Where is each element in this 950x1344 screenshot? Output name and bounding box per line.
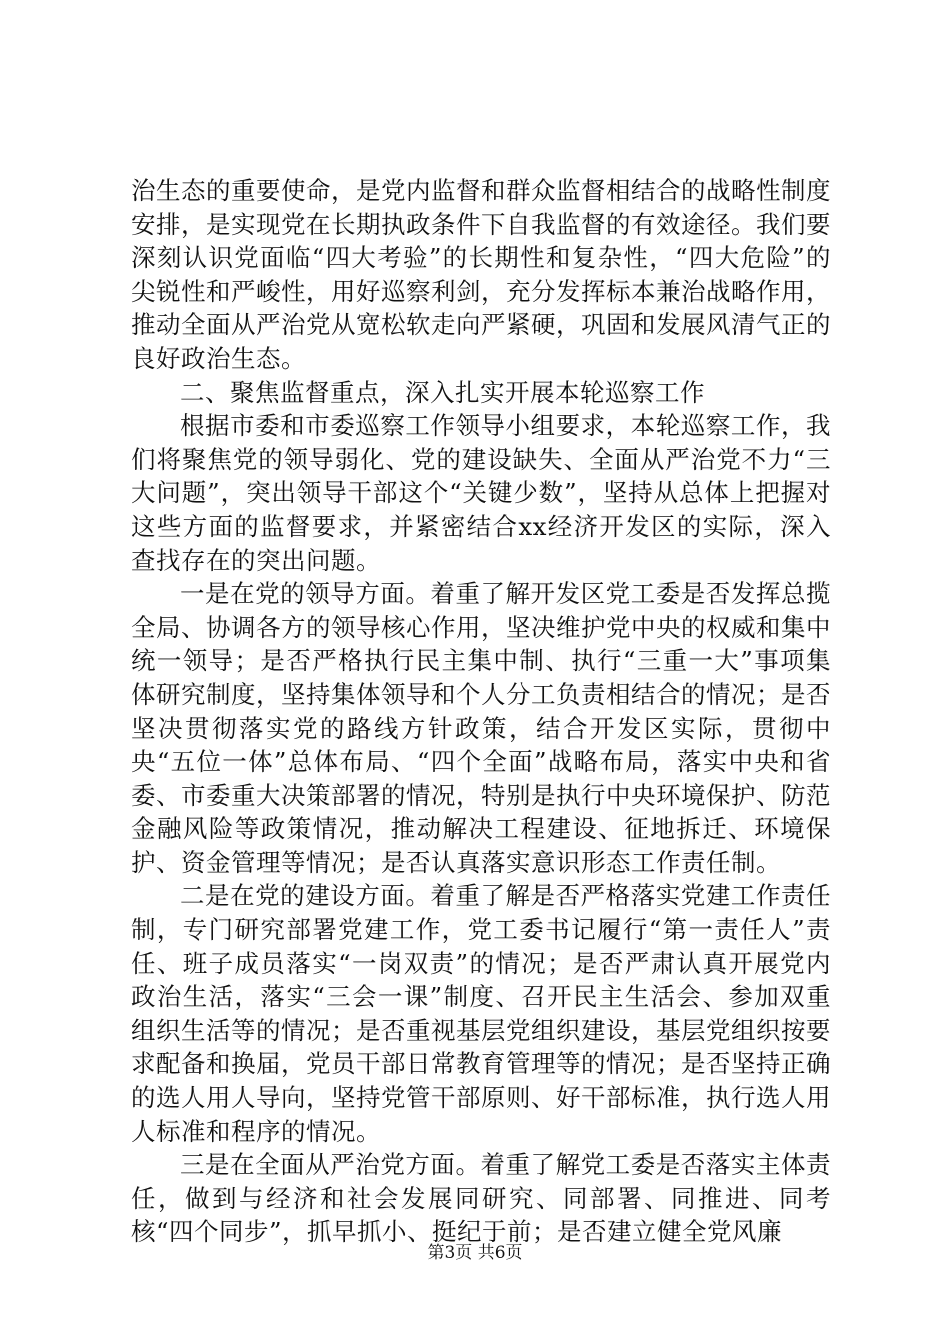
paragraph-party-leadership: 一是在党的领导方面。着重了解开发区党工委是否发挥总揽全局、协调各方的领导核心作用，坚决维护党中央的权威和集中统一领导；是否严格执行民主集中制、执行“三重一大”事项集体研究制度，坚持集体领导和个人分工负责相结合的情况；是否坚决贯彻落实党的路线方针政策，结合开发区实际，贯彻中央“五位一体”总体布局、“四个全面”战略布局，落实中央和省委、市委重大决策部署的情况，特别是执行中央环境保护、防范金融风险等政策情况，推动解决工程建设、征地拆迁、环境保护、资金管理等情况；是否认真落实意识形态工作责任制。 bbox=[131, 579, 831, 877]
paragraph-strict-governance: 三是在全面从严治党方面。着重了解党工委是否落实主体责任，做到与经济和社会发展同研究、同部署、同推进、同考核“四个同步”，抓早抓小、挺纪于前；是否建立健全党风廉 bbox=[131, 1150, 831, 1247]
section-heading: 二、聚焦监督重点，深入扎实开展本轮巡察工作 bbox=[180, 377, 705, 407]
page-number-footer: 第3页 共6页 bbox=[427, 1243, 523, 1263]
document-body bbox=[131, 174, 831, 1249]
paragraph-intro: 根据市委和市委巡察工作领导小组要求，本轮巡察工作，我们将聚焦党的领导弱化、党的建设缺失、全面从严治党不力“三大问题”，突出领导干部这个“关键少数”，坚持从总体上把握对这些方面的监督要求，并紧密结合xx经济开发区的实际，深入查找存在的突出问题。 bbox=[131, 411, 831, 575]
paragraph-continuation: 治生态的重要使命，是党内监督和群众监督相结合的战略性制度安排，是实现党在长期执政条件下自我监督的有效途径。我们要深刻认识党面临“四大考验”的长期性和复杂性，“四大危险”的尖锐性和严峻性，用好巡察利剑，充分发挥标本兼治战略作用，推动全面从严治党从宽松软走向严紧硬，巩固和发展风清气正的良好政治生态。 bbox=[131, 176, 831, 373]
paragraph-party-building: 二是在党的建设方面。着重了解是否严格落实党建工作责任制，专门研究部署党建工作，党工委书记履行“第一责任人”责任、班子成员落实“一岗双责”的情况；是否严肃认真开展党内政治生活，落实“三会一课”制度、召开民主生活会、参加双重组织生活等的情况；是否重视基层党组织建设，基层党组织按要求配备和换届，党员干部日常教育管理等的情况；是否坚持正确的选人用人导向，坚持党管干部原则、好干部标准，执行选人用人标准和程序的情况。 bbox=[131, 881, 831, 1146]
